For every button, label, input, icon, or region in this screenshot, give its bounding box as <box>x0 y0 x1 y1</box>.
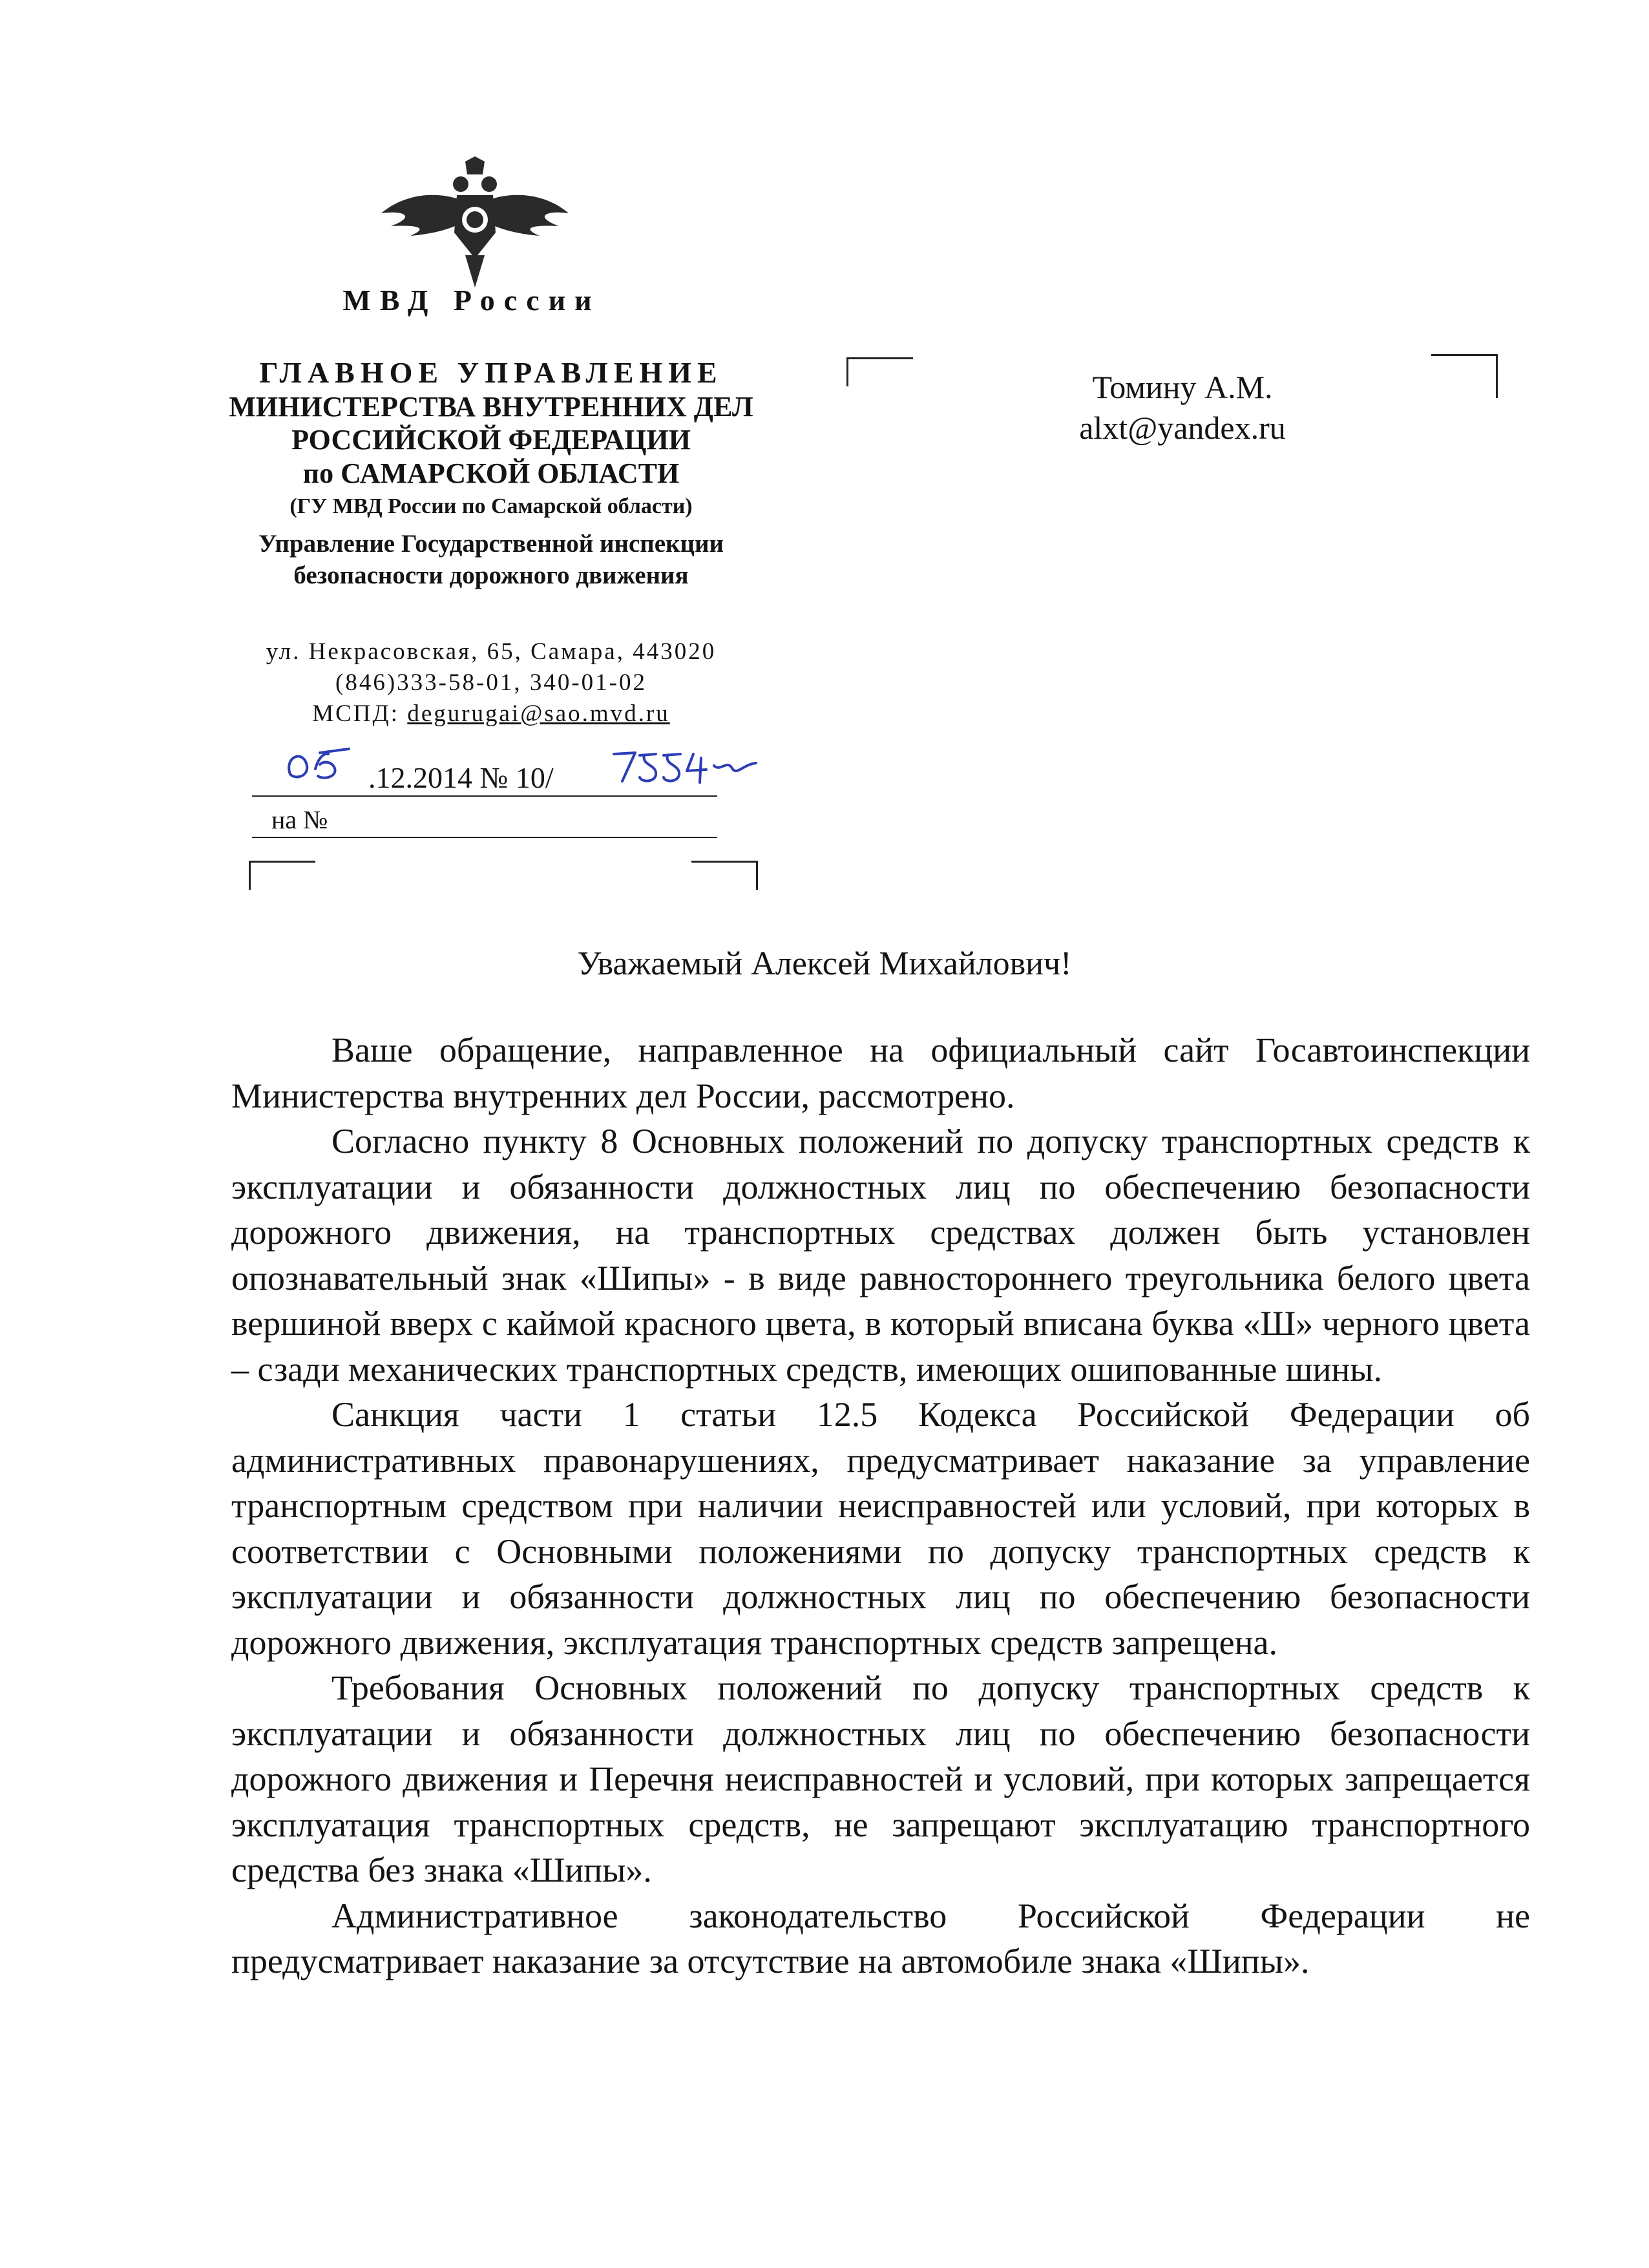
ministry-short-name: МВД России <box>342 284 601 317</box>
address: ул. Некрасовская, 65, Самара, 443020 <box>266 638 717 665</box>
addressee-name: Томину А.М. <box>1092 369 1273 405</box>
paragraph: Ваше обращение, направленное на официальный сайт Госавтоинспекции Министерства внутренних дел России, рассмотрено. <box>231 1031 1530 1115</box>
addressee-corner-left <box>846 357 913 386</box>
org-line: ГЛАВНОЕ УПРАВЛЕНИЕ <box>259 356 723 389</box>
org-line: МИНИСТЕРСТВА ВНУТРЕННИХ ДЕЛ <box>229 390 753 423</box>
registration-date-number: .12.2014 № 10/ <box>368 761 554 794</box>
address-corner-right <box>691 861 758 890</box>
paragraph: Согласно пункту 8 Основных положений по допуску транспортных средств к эксплуатации и обязанности должностных лиц по обеспечению безопасности дорожного движения, на транспортных средствах должен быть установлен опознавательный знак «Шипы» - в виде равностороннего треугольника белого цвета вершиной вверх с каймой красного цвета, в который вписана буква «Ш» черного цвета – сзади механических транспортных средств, имеющих ошипованные шины. <box>231 1122 1530 1389</box>
mspd-line <box>213 698 769 730</box>
mspd-email-link[interactable]: degurugai@sao.mvd.ru <box>407 700 670 728</box>
department-line: безопасности дорожного движения <box>293 561 689 589</box>
handwritten-date-mark <box>284 740 355 792</box>
mspd-label: МСПД: <box>312 700 400 728</box>
organization-header <box>194 355 788 591</box>
letter-body <box>231 1027 1530 1984</box>
org-line: РОССИЙСКОЙ ФЕДЕРАЦИИ <box>291 424 691 456</box>
reference-label: на № <box>271 805 328 834</box>
greeting: Уважаемый Алексей Михайлович! <box>577 945 1072 982</box>
address-corner-left <box>249 861 315 890</box>
contact-block <box>213 636 769 730</box>
addressee-email: alxt@yandex.ru <box>1079 409 1286 446</box>
registration-line <box>252 759 717 797</box>
department-line: Управление Государственной инспекции <box>258 529 724 558</box>
org-abbreviation: (ГУ МВД России по Самарской области) <box>289 494 693 519</box>
paragraph: Административное законодательство Российской Федерации не предусматривает наказание за отсутствие на автомобиле знака «Шипы». <box>231 1896 1530 1980</box>
handwritten-number-mark <box>611 740 759 792</box>
paragraph: Санкция части 1 статьи 12.5 Кодекса Российской Федерации об административных правонарушениях, предусматривает наказание за управление транспортным средством при наличии неисправностей или условий, при которых в соответствии с Основными положениями по допуску транспортных средств к эксплуатации и обязанности должностных лиц по обеспечению безопасности дорожного движения, эксплуатация транспортных средств запрещена. <box>231 1395 1530 1662</box>
addressee-block <box>1021 367 1344 448</box>
paragraph: Требования Основных положений по допуску транспортных средств к эксплуатации и обязанности должностных лиц по обеспечению безопасности дорожного движения и Перечня неисправностей и условий, при которых запрещается эксплуатация транспортных средств, не запрещают эксплуатацию транспортного средства без знака «Шипы». <box>231 1668 1530 1889</box>
org-line: по САМАРСКОЙ ОБЛАСТИ <box>302 457 680 489</box>
addressee-corner-right <box>1431 354 1498 398</box>
reference-line <box>252 804 717 838</box>
mvd-emblem-icon <box>378 155 572 291</box>
phone-numbers: (846)333-58-01, 340-01-02 <box>335 669 647 697</box>
